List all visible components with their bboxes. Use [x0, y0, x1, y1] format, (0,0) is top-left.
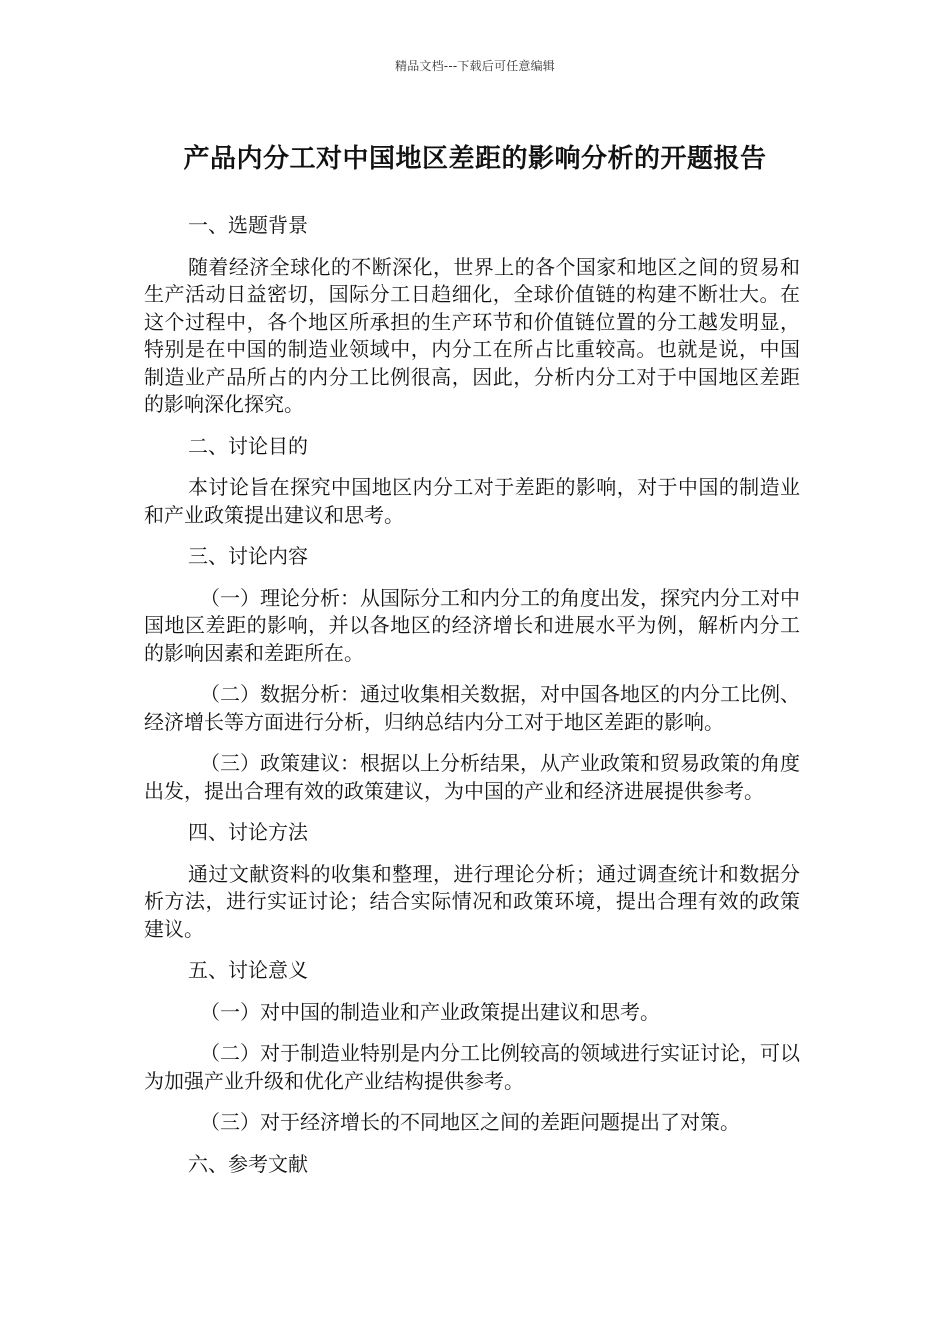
section-heading-content: 三、讨论内容	[188, 544, 308, 568]
content-item-policy: （三）政策建议：根据以上分析结果，从产业政策和贸易政策的角度出发，提出合理有效的政策建议，为中国的产业和经济进展提供参考。	[144, 751, 800, 803]
significance-item-2: （二）对于制造业特别是内分工比例较高的领域进行实证讨论，可以为加强产业升级和优化产业结构提供参考。	[144, 1041, 800, 1093]
method-paragraph: 通过文献资料的收集和整理，进行理论分析；通过调查统计和数据分析方法，进行实证讨论；结合实际情况和政策环境，提出合理有效的政策建议。	[144, 861, 800, 941]
section-heading-purpose: 二、讨论目的	[188, 433, 308, 458]
document-body	[144, 212, 800, 1192]
significance-item-3: （三）对于经济增长的不同地区之间的差距问题提出了对策。	[200, 1110, 740, 1134]
document-title: 产品内分工对中国地区差距的影响分析的开题报告	[183, 144, 767, 174]
section-heading-background: 一、选题背景	[188, 213, 308, 237]
background-paragraph: 随着经济全球化的不断深化，世界上的各个国家和地区之间的贸易和生产活动日益密切，国际分工日趋细化，全球价值链的构建不断壮大。在这个过程中，各个地区所承担的生产环节和价值链位置的分工越发明显，特别是在中国的制造业领域中，内分工在所占比重较高。也就是说，中国制造业产品所占的内分工比例很高，因此，分析内分工对于中国地区差距的影响深化探究。	[144, 254, 800, 416]
purpose-paragraph: 本讨论旨在探究中国地区内分工对于差距的影响，对于中国的制造业和产业政策提出建议和思考。	[144, 475, 800, 527]
section-heading-significance: 五、讨论意义	[188, 958, 308, 982]
significance-item-1: （一）对中国的制造业和产业政策提出建议和思考。	[200, 999, 660, 1024]
content-item-data: （二）数据分析：通过收集相关数据，对中国各地区的内分工比例、经济增长等方面进行分析，归纳总结内分工对于地区差距的影响。	[144, 682, 800, 734]
page-header: 精品文档---下载后可任意编辑	[395, 59, 555, 73]
content-item-theory: （一）理论分析：从国际分工和内分工的角度出发，探究内分工对中国地区差距的影响，并以各地区的经济增长和进展水平为例，解析内分工的影响因素和差距所在。	[144, 585, 800, 665]
section-heading-method: 四、讨论方法	[188, 820, 308, 844]
section-heading-references: 六、参考文献	[188, 1151, 308, 1176]
